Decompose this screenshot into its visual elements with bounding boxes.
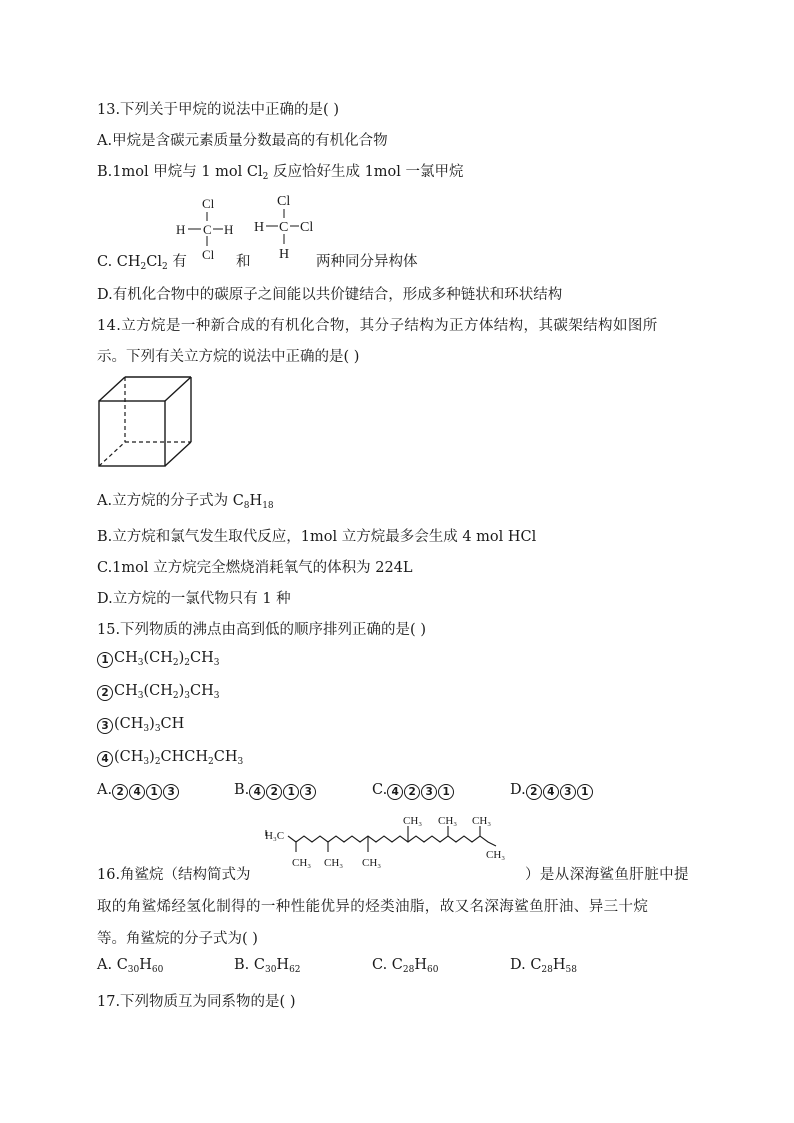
q15-item-1: 1 $CH_3(CH_2)_2CH_3$ (97, 650, 220, 668)
q15-option-d: D. 2 4 3 1 (510, 782, 594, 800)
q15-item-3: 3 $(CH_3)_3CH$ (97, 716, 184, 734)
svg-text:C: C (203, 222, 212, 237)
svg-text:Cl: Cl (277, 194, 291, 209)
q13-option-c: C. $CH_2Cl_2$ 有 (97, 254, 187, 272)
q13-option-c-and: 和 (236, 254, 251, 270)
svg-text:H: H (254, 220, 265, 235)
svg-text:C: C (279, 220, 289, 235)
q16-option-b: B. $C_{30}H_{62}$ (234, 957, 301, 975)
svg-text:Cl: Cl (202, 196, 215, 211)
q13-option-b: B.1mol 甲烷与 1 mol $Cl_2$ 反应恰好生成 1mol 一氯甲烷 (97, 164, 464, 182)
svg-text:H₃C: H₃C (265, 830, 285, 842)
q14-stem-line1: 14.立方烷是一种新合成的有机化合物，其分子结构为正方体结构，其碳架结构如图所 (97, 318, 658, 334)
svg-text:Cl: Cl (300, 220, 314, 235)
q15-option-a: A. 2 4 1 3 (97, 782, 180, 800)
svg-text:H: H (224, 222, 234, 237)
q13-option-c-suffix: 两种同分异构体 (316, 254, 418, 270)
q17-stem: 17.下列物质互为同系物的是( ) (97, 994, 296, 1010)
q14-option-c: C.1mol 立方烷完全燃烧消耗氧气的体积为 224L (97, 560, 413, 576)
q15-option-b: B. 4 2 1 3 (234, 782, 317, 800)
svg-text:CH₃: CH₃ (438, 815, 458, 827)
svg-text:Cl: Cl (202, 247, 215, 262)
q14-option-b: B.立方烷和氯气发生取代反应，1mol 立方烷最多会生成 4 mol HCl (97, 529, 537, 545)
dichloromethane-structure-2 (250, 188, 320, 262)
svg-text:CH₃: CH₃ (324, 857, 344, 869)
q16-stem-suffix: ）是从深海鲨鱼肝脏中提 (525, 867, 689, 883)
q14-option-d: D.立方烷的一氯代物只有 1 种 (97, 591, 291, 607)
q15-item-2: 2 $CH_3(CH_2)_3CH_3$ (97, 683, 220, 701)
squalane-skeletal-structure (262, 812, 522, 872)
q15-stem: 15.下列物质的沸点由高到低的顺序排列正确的是( ) (97, 622, 426, 638)
q16-option-a: A. $C_{30}H_{60}$ (97, 957, 164, 975)
q16-option-c: C. $C_{28}H_{60}$ (372, 957, 439, 975)
q16-stem-line2: 取的角鲨烯经氢化制得的一种性能优异的烃类油脂，故又名深海鲨鱼肝油、异三十烷 (97, 899, 649, 915)
q14-stem-line2: 示。下列有关立方烷的说法中正确的是( ) (97, 349, 360, 365)
svg-text:CH₃: CH₃ (292, 857, 312, 869)
q16-option-d: D. $C_{28}H_{58}$ (510, 957, 577, 975)
q16-stem-prefix: 16.角鲨烷（结构简式为 (97, 867, 251, 883)
svg-text:CH₃: CH₃ (362, 857, 382, 869)
q14-option-a: A.立方烷的分子式为 $C_8H_{18}$ (97, 493, 274, 511)
svg-text:CH₃: CH₃ (403, 815, 423, 827)
q16-stem-line3: 等。角鲨烷的分子式为( ) (97, 931, 258, 947)
svg-text:CH₃: CH₃ (486, 849, 506, 861)
q15-option-c: C. 4 2 3 1 (372, 782, 455, 800)
svg-text:CH₃: CH₃ (472, 815, 492, 827)
cubane-cube-diagram (96, 374, 196, 470)
svg-text:H: H (279, 247, 290, 262)
q13-option-d: D.有机化合物中的碳原子之间能以共价键结合，形成多种链状和环状结构 (97, 287, 563, 303)
q13-stem: 13.下列关于甲烷的说法中正确的是( ) (97, 102, 339, 118)
svg-text:H: H (176, 222, 186, 237)
q15-item-4: 4 $(CH_3)_2CHCH_2CH_3$ (97, 749, 243, 767)
q13-option-a: A.甲烷是含碳元素质量分数最高的有机化合物 (97, 133, 388, 149)
